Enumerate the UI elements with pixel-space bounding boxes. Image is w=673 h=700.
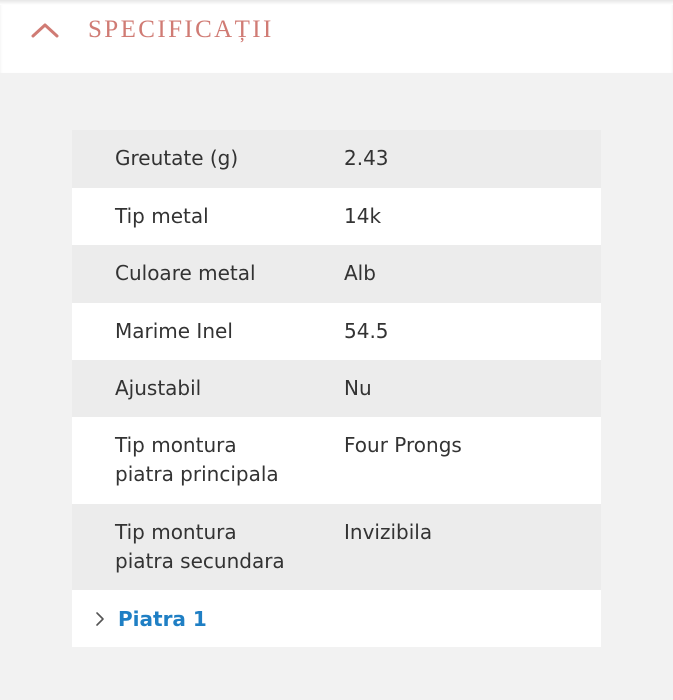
spec-value: 54.5 — [344, 319, 389, 343]
stone-1-label[interactable]: Piatra 1 — [118, 606, 207, 631]
section-header[interactable] — [0, 0, 673, 73]
spec-row-weight — [72, 130, 601, 188]
section-title: SPECIFICAȚII — [88, 16, 274, 43]
specifications-table — [72, 130, 601, 647]
spec-value: Alb — [344, 261, 376, 285]
chevron-right-icon — [94, 610, 118, 628]
spec-value: Invizibila — [344, 520, 433, 544]
spec-label: Tip montura piatra secundara — [115, 520, 285, 573]
spec-label: Ajustabil — [115, 376, 202, 400]
spec-row-metal-color — [72, 245, 601, 303]
spec-label: Tip montura piatra principala — [115, 433, 279, 486]
spec-row-secondary-stone-setting — [72, 504, 601, 590]
spec-label: Culoare metal — [115, 261, 256, 285]
chevron-up-icon[interactable] — [30, 20, 60, 40]
spec-value: Nu — [344, 376, 372, 400]
spec-row-adjustable — [72, 360, 601, 417]
header-top-shadow — [0, 0, 673, 5]
spec-value: 2.43 — [344, 146, 389, 170]
spec-value: Four Prongs — [344, 433, 462, 457]
stone-1-toggle[interactable] — [72, 590, 601, 647]
spec-value: 14k — [344, 204, 382, 228]
spec-row-ring-size — [72, 303, 601, 360]
spec-label: Greutate (g) — [115, 146, 239, 170]
spec-row-metal-type — [72, 188, 601, 245]
spec-row-main-stone-setting — [72, 417, 601, 504]
spec-label: Marime Inel — [115, 319, 233, 343]
spec-label: Tip metal — [115, 204, 209, 228]
